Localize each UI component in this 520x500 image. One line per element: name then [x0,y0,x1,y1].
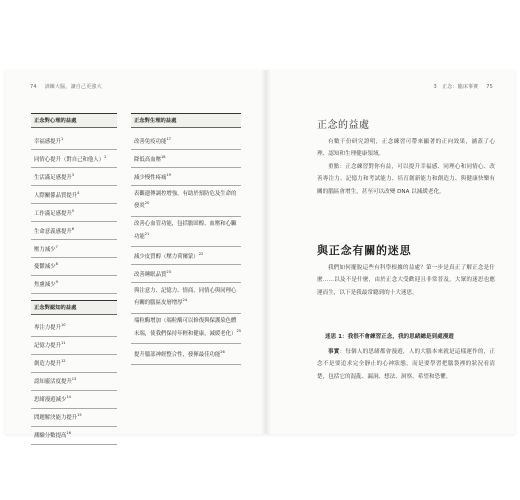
list-item: 改善睡眠品質$^{23}$ [131,265,241,283]
list-item: 記憶力提升$^{11}$ [31,337,117,355]
list-item: 憂鬱減少$^8$ [31,258,117,276]
left-page [5,70,263,440]
right-page-number: 75 [486,84,493,90]
list-item: 提升腦部神經整合性，發揮最佳功能$^{26}$ [131,344,241,365]
open-book [5,70,515,440]
list-item: 幸福感提升$^1$ [31,132,117,150]
fact-paragraph [317,346,495,383]
body-paragraph: 重點：正念練習對你有益，可以提升幸福感、同理心和同情心、改善專注力、記憶力和考試能力、培育創新能力和創造力、與健康快樂有關的腦區會增生，甚至可以改變 DNA 以減緩老化。 [317,164,495,195]
list-item: 表觀遺傳調控增強，有助於預防危及生命的發炎$^{20}$ [131,186,241,217]
list-item: 工作滿足感提升$^5$ [31,204,117,222]
list-item: 思緒漫遊減少$^{14}$ [31,391,117,409]
fact-label: 事實 [328,349,340,355]
benefits-column-2 [131,113,241,365]
list-item: 降低高血壓$^{18}$ [131,150,241,168]
myth-heading: 迷思 1：我很不會練習正念，我的思緒總是到處漫遊 [325,334,454,340]
list-item: 生活滿足感提升$^3$ [31,168,117,186]
list-item: 測驗分數提高$^{16}$ [31,427,117,445]
list-item: 端粒酶增加（端粒酶可以修復與保護染色體末端，使我們保持年輕和健康，減緩老化）$^{25}$ [131,314,241,345]
left-running-header [30,83,102,90]
list-item: 與注意力、記憶力、情商、同情心與同理心有關的腦區皮層增厚$^{24}$ [131,283,241,314]
list-item: 改善心血管功能，包括膽固醇、血壓和心臟功能$^{21}$ [131,217,241,248]
list-item: 減少慢性疼痛$^{19}$ [131,168,241,186]
list-item: 焦慮減少$^9$ [31,276,117,294]
physiological-benefits-heading: 正念對生理的益處 [131,113,241,128]
right-running-title: 3 正念：臨床事實 [433,84,479,90]
list-item: 人際關係品質提升$^4$ [31,186,117,204]
left-running-title: 訓練大腦，讓自己更強大 [44,84,102,90]
benefits-column-1 [31,113,117,445]
list-item: 同情心提升（對自己和他人）$^2$ [31,150,117,168]
list-item: 專注力提升$^{10}$ [31,319,117,337]
list-item: 創造力提升$^{12}$ [31,355,117,373]
body-paragraph: 有數千份研究證明，正念練習可帶來顯著的正向效果，涵蓋了心理、認知和生理健康領域。 [317,139,495,158]
list-item: 改善免疫功能$^{17}$ [131,132,241,150]
list-item: 認知靈活度提升$^{13}$ [31,373,117,391]
section-title: 正念的益處 [317,120,370,131]
myths-heading: 與正念有關的迷思 [317,244,412,257]
right-page [267,70,515,434]
list-item: 壓力減少$^7$ [31,240,117,258]
left-page-number: 74 [30,84,37,90]
list-item: 生命意義感提升$^6$ [31,222,117,240]
list-item: 問題解決能力提升$^{15}$ [31,409,117,427]
psychological-benefits-heading: 正念對心理的益處 [31,113,117,128]
list-item: 減少皮質醇（壓力荷爾蒙）$^{22}$ [131,247,241,265]
right-running-header [433,83,493,90]
fact-text: ：每個人的思緒都會漫遊，人的大腦本來就是這樣運作的，正念不是要追求完全靜止的心神狀態，而是要學習把腦袋裡的狀況看清楚，包括它的混亂、漏洞、想法、洞察、希望和恐懼。 [317,349,495,380]
body-paragraph: 我們如何擺脫這些有科學根據的益處？第一步是真正了解正念是什麼……以及不是什麼，由於正念大受歡迎且非常普及，大眾的迷思也應運而生，以下是我最常聽到的十大迷思。 [317,265,495,296]
cognitive-benefits-heading: 正念對認知的益處 [31,300,117,315]
